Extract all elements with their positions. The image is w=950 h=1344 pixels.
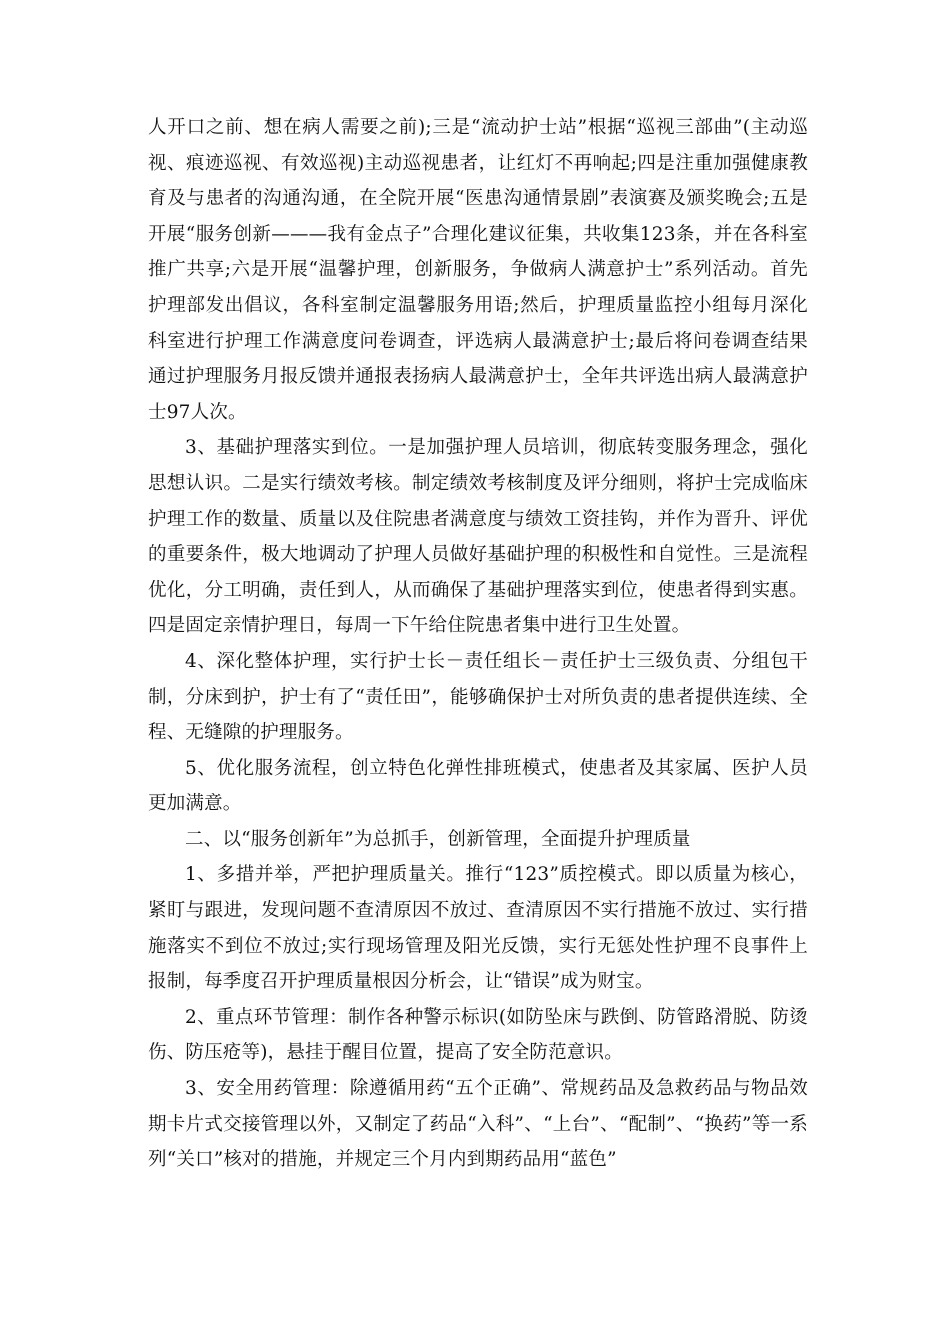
section-heading: 二、以“服务创新年”为总抓手，创新管理，全面提升护理质量 xyxy=(185,828,691,850)
paragraph-basic-nursing: 3、基础护理落实到位。一是加强护理人员培训，彻底转变服务理念，强化思想认识。二是实行绩效考核。制定绩效考核制度及评分细则，将护士完成临床护理工作的数量、质量以及住院患者满意度与绩效工资挂钩，并作为晋升、评优的重要条件，极大地调动了护理人员做好基础护理的积极性和自觉性。三是流程优化，分工明确，责任到人，从而确保了基础护理落实到位，使患者得到实惠。四是固定亲情护理日，每周一下午给住院患者集中进行卫生处置。 xyxy=(148,437,808,637)
paragraph-continuation: 人开口之前、想在病人需要之前);三是“流动护士站”根据“巡视三部曲”(主动巡视、痕迹巡视、有效巡视)主动巡视患者，让红灯不再响起;四是注重加强健康教育及与患者的沟通沟通，在全院开展“医患沟通情景剧”表演赛及颁奖晚会;五是开展“服务创新———我有金点子”合理化建议征集，共收集123条，并在各科室推广共享;六是开展“温馨护理，创新服务，争做病人满意护士”系列活动。首先护理部发出倡议，各科室制定温馨服务用语;然后，护理质量监控小组每月深化科室进行护理工作满意度问卷调查，评选病人最满意护士;最后将问卷调查结果通过护理服务月报反馈并通报表扬病人最满意护士，全年共评选出病人最满意护士97人次。 xyxy=(148,117,808,423)
paragraph-key-links: 2、重点环节管理：制作各种警示标识(如防坠床与跌倒、防管路滑脱、防烫伤、防压疮等)，悬挂于醒目位置，提高了安全防范意识。 xyxy=(148,1006,808,1064)
paragraph-holistic-nursing: 4、深化整体护理，实行护士长－责任组长－责任护士三级负责、分组包干制，分床到护，护士有了“责任田”，能够确保护士对所负责的患者提供连续、全程、无缝隙的护理服务。 xyxy=(148,650,808,744)
document-body xyxy=(148,110,808,1178)
paragraph-service-process: 5、优化服务流程，创立特色化弹性排班模式，使患者及其家属、医护人员更加满意。 xyxy=(148,757,808,815)
paragraph-quality-control: 1、多措并举，严把护理质量关。推行“123”质控模式。即以质量为核心，紧盯与跟进，发现问题不查清原因不放过、查清原因不实行措施不放过、实行措施落实不到位不放过;实行现场管理及阳光反馈，实行无惩处性护理不良事件上报制，每季度召开护理质量根因分析会，让“错误”成为财宝。 xyxy=(148,864,808,993)
paragraph-medication-safety: 3、安全用药管理：除遵循用药“五个正确”、常规药品及急救药品与物品效期卡片式交接管理以外，又制定了药品“入科”、“上台”、“配制”、“换药”等一系列“关口”核对的措施，并规定三个月内到期药品用“蓝色” xyxy=(148,1078,808,1171)
